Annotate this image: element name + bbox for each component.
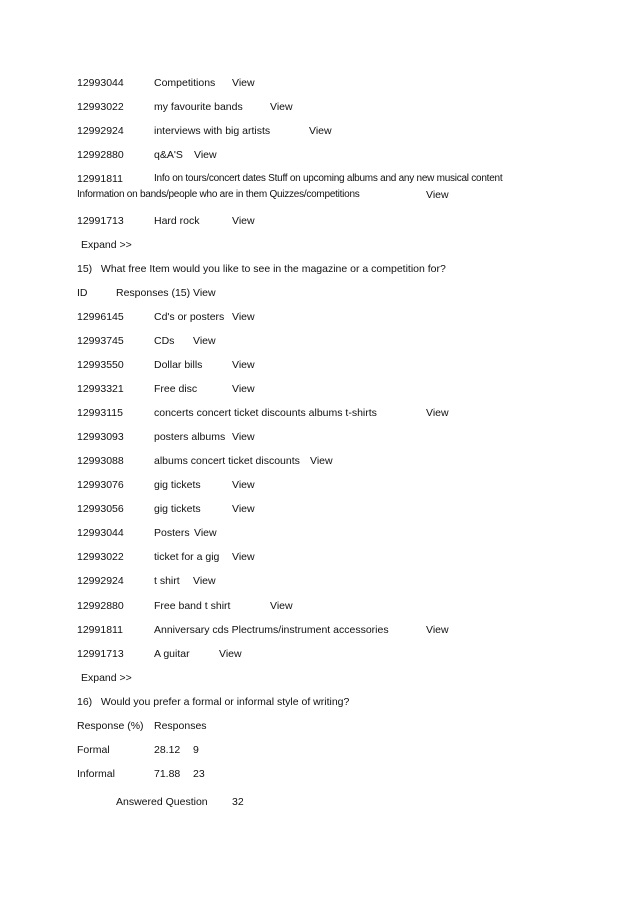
q15-question: 15) What free Item would you like to see in the magazine or a competition for?: [77, 263, 446, 275]
q15-row-2-id: 12993745: [77, 335, 124, 347]
q16-row-informal-count: 23: [193, 768, 205, 780]
q14-row-5-id: 12991811: [77, 173, 123, 185]
q14-row-5-text-cont: Information on bands/people who are in them Quizzes/competitions: [77, 189, 360, 200]
q14-row-4-id: 12992880: [77, 149, 124, 161]
q15-row-4-id: 12993321: [77, 383, 124, 395]
q15-row-6-view-link[interactable]: View: [232, 431, 255, 443]
q16-row-formal-count: 9: [193, 744, 199, 756]
q14-row-2-text: my favourite bands: [154, 101, 243, 113]
q14-row-4-text: q&A'S: [154, 149, 183, 161]
q15-row-5-id: 12993115: [77, 407, 123, 419]
q15-row-9-view-link[interactable]: View: [232, 503, 255, 515]
q15-row-12-id: 12992924: [77, 575, 124, 587]
q15-row-5-text: concerts concert ticket discounts albums t-shirts: [154, 407, 377, 419]
q15-row-3-id: 12993550: [77, 359, 124, 371]
answered-question-value: 32: [232, 796, 244, 808]
q14-row-2-id: 12993022: [77, 101, 124, 113]
q14-row-1-id: 12993044: [77, 77, 124, 89]
q15-row-11-id: 12993022: [77, 551, 124, 563]
q15-row-1-text: Cd's or posters: [154, 311, 225, 323]
q14-row-3-text: interviews with big artists: [154, 125, 271, 137]
q15-row-8-text: gig tickets: [154, 479, 201, 491]
q15-row-15-view-link[interactable]: View: [219, 648, 242, 660]
q15-row-14-text: Anniversary cds Plectrums/instrument accessories: [154, 624, 389, 636]
q15-header-view: View: [193, 287, 216, 299]
q15-row-12-text: t shirt: [154, 575, 180, 587]
q14-row-6-view-link[interactable]: View: [232, 215, 255, 227]
q15-row-13-id: 12992880: [77, 600, 124, 612]
q15-row-12-view-link[interactable]: View: [193, 575, 216, 587]
q15-row-10-id: 12993044: [77, 527, 124, 539]
q15-row-10-view-link[interactable]: View: [194, 527, 217, 539]
q15-row-7-view-link[interactable]: View: [310, 455, 333, 467]
q15-row-8-view-link[interactable]: View: [232, 479, 255, 491]
q15-row-11-view-link[interactable]: View: [232, 551, 255, 563]
q15-row-7-id: 12993088: [77, 455, 124, 467]
q16-row-formal-label: Formal: [77, 744, 110, 756]
q16-header-responses: Responses: [154, 720, 207, 732]
q15-row-7-text: albums concert ticket discounts: [154, 455, 300, 467]
q15-row-11-text: ticket for a gig: [154, 551, 220, 563]
q14-row-3-id: 12992924: [77, 125, 124, 137]
q14-row-1-view-link[interactable]: View: [232, 77, 255, 89]
q15-row-9-text: gig tickets: [154, 503, 201, 515]
q15-row-6-id: 12993093: [77, 431, 124, 443]
q15-row-10-text: Posters: [154, 527, 190, 539]
q14-row-2-view-link[interactable]: View: [270, 101, 293, 113]
q15-row-1-id: 12996145: [77, 311, 124, 323]
q15-row-9-id: 12993056: [77, 503, 124, 515]
q15-row-13-view-link[interactable]: View: [270, 600, 293, 612]
q15-row-2-text: CDs: [154, 335, 175, 347]
q14-row-4-view-link[interactable]: View: [194, 149, 217, 161]
q15-row-14-view-link[interactable]: View: [426, 624, 449, 636]
q15-header-id: ID: [77, 287, 88, 299]
q15-row-14-id: 12991811: [77, 624, 123, 636]
expand-link-q15[interactable]: Expand >>: [81, 672, 132, 684]
q15-row-8-id: 12993076: [77, 479, 124, 491]
q15-row-4-view-link[interactable]: View: [232, 383, 255, 395]
q15-row-4-text: Free disc: [154, 383, 198, 395]
q15-row-5-view-link[interactable]: View: [426, 407, 449, 419]
q14-row-6-id: 12991713: [77, 215, 124, 227]
q16-header-percent: Response (%): [77, 720, 144, 732]
q14-row-5-text: Info on tours/concert dates Stuff on upcoming albums and any new musical content: [154, 173, 503, 184]
q15-row-15-text: A guitar: [154, 648, 190, 660]
q15-row-1-view-link[interactable]: View: [232, 311, 255, 323]
q16-row-informal-label: Informal: [77, 768, 115, 780]
q15-row-15-id: 12991713: [77, 648, 124, 660]
q16-row-formal-percent: 28.12: [154, 744, 181, 756]
q15-row-3-text: Dollar bills: [154, 359, 203, 371]
q14-row-5-view-link[interactable]: View: [426, 189, 449, 201]
q14-row-3-view-link[interactable]: View: [309, 125, 332, 137]
q16-row-informal-percent: 71.88: [154, 768, 181, 780]
q14-row-1-text: Competitions: [154, 77, 216, 89]
q16-question: 16) Would you prefer a formal or informal style of writing?: [77, 696, 350, 708]
q15-row-6-text: posters albums: [154, 431, 226, 443]
q15-row-2-view-link[interactable]: View: [193, 335, 216, 347]
q15-row-3-view-link[interactable]: View: [232, 359, 255, 371]
q14-row-6-text: Hard rock: [154, 215, 200, 227]
q15-header-responses: Responses (15): [116, 287, 191, 299]
expand-link-q14[interactable]: Expand >>: [81, 239, 132, 251]
answered-question-label: Answered Question: [116, 796, 208, 808]
q15-row-13-text: Free band t shirt: [154, 600, 231, 612]
